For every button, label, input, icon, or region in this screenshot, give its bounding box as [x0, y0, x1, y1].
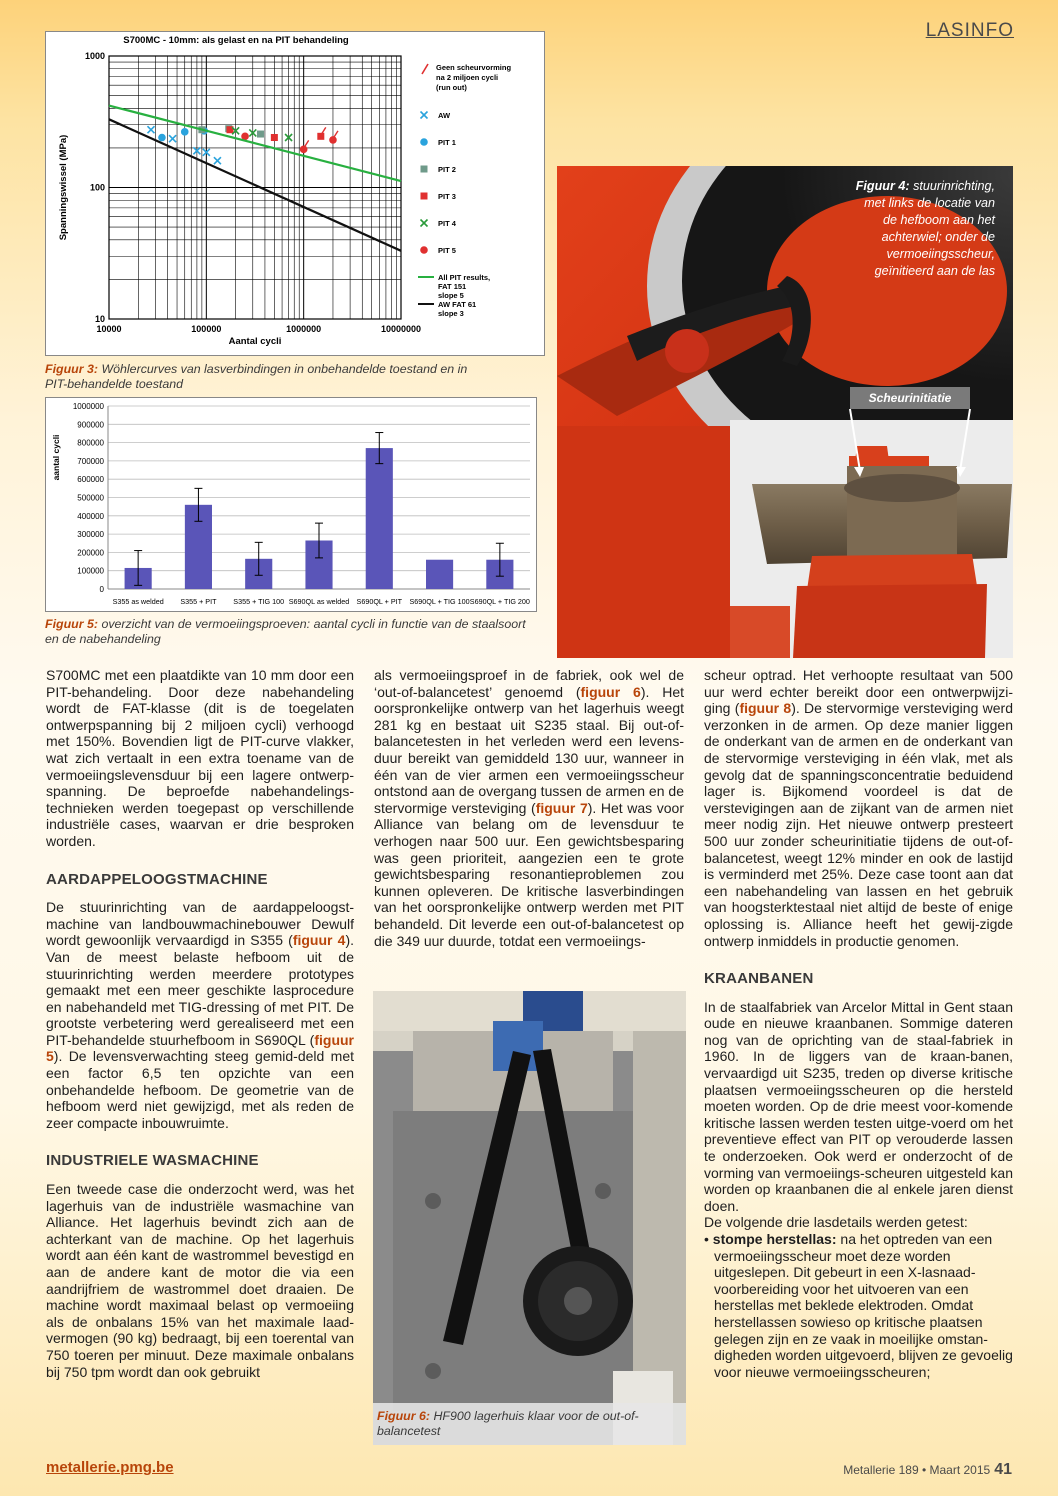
series-6 — [109, 106, 401, 181]
x-tick-label: S690QL as welded — [288, 597, 350, 606]
footer-issue — [843, 1461, 1012, 1479]
bullet-label: stompe herstellas: — [712, 1231, 837, 1247]
data-point — [181, 128, 189, 136]
section-label: LASINFO — [925, 20, 1014, 41]
figure-6-caption-label: Figuur 6: — [377, 1409, 430, 1423]
figure-5-caption — [45, 617, 540, 647]
x-tick-label: S690QL + PIT — [356, 597, 403, 606]
legend-marker — [421, 193, 428, 200]
legend-label: slope 5 — [438, 291, 464, 300]
y-axis-label: aantal cycli — [51, 434, 61, 481]
aardappel-text-a: De stuurinrichting van de aardappeloogst-machine van landbouwmachinebouwer Dewulf wordt gewoonlijk vervaardigd in S355 ( — [46, 899, 354, 949]
legend-label: PIT 1 — [438, 138, 456, 147]
x-axis-label: Aantal cycli — [228, 336, 282, 347]
col2-text-b: ). Het oorspronkelijke ontwerp van het lagerhuis weegt 281 kg en bestaat uit S235 staal. Bij out-of-balancetesten in het verleden werd een levens-duur bereikt van gemiddeld 130 uur, wanneer in één van de vier armen een vermoeiingsscheur ontstond aan de overgang tussen de armen en de stervormige versteviging ( — [374, 683, 684, 816]
text-column-1 — [46, 667, 354, 1380]
list-item: • stompe herstellas: na het optreden van een vermoeiingsscheur moet deze worden uitgeslepen. Dit gebeurt in een X-lasnaad-voorbereiding voor het uitvoeren van een herstellas met beklede elektroden. Omdat herstellassen sowieso op kritische plaatsen gelegen zijn en ze vaak in moeilijke omstan-digheden worden uitgevoerd, blijven ze gevoelig voor nieuwe vermoeiingsscheuren; — [704, 1231, 1013, 1380]
col2-text-c: ). Het was voor Alliance van belang om de levensduur te verhogen naar 500 uur. Een gewichtsbesparing was geen prioriteit, aangezien een te grote gewichtsbesparing resonantieproblemen zou kunnen opleveren. De kritische lasverbindingen van het oorspronkelijke ontwerp werden met PIT behandeld. Dit leverde een out-of-balancetest op die 349 uur duurde, totdat een vermoeiings- — [374, 799, 684, 949]
x-tick-label: 100000 — [191, 324, 222, 334]
heading-aardappeloogstmachine: AARDAPPELOOGSTMACHINE — [46, 870, 268, 888]
y-tick-label: 800000 — [77, 438, 104, 448]
crack-initiation-label: Scheurinitiatie — [850, 387, 970, 409]
legend-label: PIT 4 — [438, 219, 456, 228]
data-point — [257, 131, 264, 138]
y-tick-label: 600000 — [77, 475, 104, 485]
figure-4-caption-label: Figuur 4: — [855, 179, 910, 193]
x-tick-label: 1000000 — [286, 324, 322, 334]
text-column-3 — [704, 667, 1013, 1380]
y-tick-label: 1000 — [84, 51, 105, 61]
figure-4-caption-line-4: achterwiel; onder de — [881, 230, 995, 244]
bar — [426, 560, 453, 589]
figure-4-caption-line-1: stuurinrichting, — [913, 179, 995, 193]
aardappel-text-c: ). De levensverwachting steeg gemid-deld met een factor 6,5 ten opzichte van een onbehandelde hefboom. De geometrie van de hefboom werd niet gewijzigd, met als reden de zeer compacte inbouwruimte. — [46, 1048, 354, 1131]
bar-chart — [46, 398, 536, 611]
figure-4-caption-line-2: met links de locatie van — [864, 196, 995, 210]
legend-label: AW — [438, 111, 451, 120]
legend-marker — [420, 138, 428, 146]
col3-text-a: scheur optrad. Het verhoopte resultaat van 500 uur werd echter bereikt door een ontwerpwijzi-ging ( — [704, 667, 1013, 717]
heading-industriele-wasmachine: INDUSTRIELE WASMACHINE — [46, 1152, 259, 1170]
aardappel-text-b: ). Van de meest belaste hefboom uit de stuurinrichting werden meerdere prototypes gemaakt met een meer geschikte lasprocedure en nabehandeld met TIG-dressing of met PIT. De grootste verbetering werd gerealiseerd met een PIT-behandelde stuurhefboom in S690QL ( — [46, 932, 354, 1048]
legend-run-out-arrow — [422, 64, 428, 74]
figure-3-caption — [45, 362, 475, 392]
figure-4-caption — [765, 178, 995, 280]
figure-4-ref: figuur 4 — [292, 932, 346, 949]
figure-5-caption-label: Figuur 5: — [45, 617, 98, 631]
wasmachine-paragraph: Een tweede case die onderzocht werd, was het lagerhuis van de industriële wasmachine van Alliance. Het lagerhuis bevindt zich aan de achterkant van de machine. Op het lagerhuis wordt aan één kant de wastrommel bevestigd en aan de andere kant de motor die via een aandrijfriem de wastrommel doet draaien. De machine wordt maximaal belast op vermoeiing als de onbalans 15% van het maximale laad-vermogen (90 kg) bedraagt, bij een toerental van 750 toeren per minuut. Deze maximale onbalans bij 750 tpm wordt dan ook gebruikt — [46, 1181, 354, 1380]
text-column-2 — [374, 667, 684, 949]
x-tick-label: S355 as welded — [112, 597, 164, 606]
y-tick-label: 400000 — [77, 511, 104, 521]
y-tick-label: 900000 — [77, 420, 104, 430]
series-line — [109, 119, 401, 251]
figure-3-caption-label: Figuur 3: — [45, 362, 98, 376]
washing-machine-photo-illustration — [373, 991, 686, 1445]
y-tick-label: 700000 — [77, 456, 104, 466]
figure-6-photo — [373, 991, 686, 1445]
figure-8-ref: figuur 8 — [739, 700, 792, 717]
legend-label: PIT 5 — [438, 246, 456, 255]
figure-6-caption — [373, 1403, 686, 1445]
aardappel-paragraph — [46, 899, 354, 1131]
figure-3-chart — [45, 31, 545, 356]
figure-5-chart — [45, 397, 537, 612]
figure-3-caption-text: Wöhlercurves van lasverbindingen in onbehandelde toestand en in PIT-behandelde toestand — [45, 362, 468, 391]
y-tick-label: 500000 — [77, 493, 104, 503]
bar — [366, 448, 393, 589]
legend-annotation-line: (run out) — [436, 83, 467, 92]
col2-text-a: als vermoeiingsproef in de fabriek, ook wel de ‘out-of-balancetest’ genoemd ( — [374, 667, 684, 700]
intro-paragraph: S700MC met een plaatdikte van 10 mm door een PIT-behandeling. Door deze nabehandeling wordt de FAT-klasse (dit is de toegelaten ontwerpspanning bij 2 miljoen cycli) verhoogd met 150%. Bovendien ligt de PIT-curve vlakker, wat zich vertaalt in een extra toename van de vermoeiingslevensduur bij een lagere ontwerp-spanning. De beproefde nabehandelings-technieken werden toegepast op verschillende industriële cases, waarvan er drie besproken worden. — [46, 667, 354, 849]
data-point — [158, 134, 166, 142]
legend-marker — [420, 246, 428, 254]
figure-5-caption-text: overzicht van de vermoeiingsproeven: aantal cycli in functie van de staalsoort en de nabehandeling — [45, 617, 526, 646]
lasdetails-intro: De volgende drie lasdetails werden getest: — [704, 1214, 968, 1231]
figure-4-caption-line-6: geïnitieerd aan de las — [874, 264, 995, 278]
series-7 — [109, 119, 401, 251]
legend-label: All PIT results, — [438, 273, 491, 282]
y-tick-label: 200000 — [77, 548, 104, 558]
legend-annotation-line: Geen scheurvorming — [436, 63, 512, 72]
x-tick-label: 10000 — [96, 324, 122, 334]
figure-4-photo — [557, 166, 1013, 658]
col3-text-b: ). De stervormige versteviging werd verzonken in de armen. Op deze manier liggen de onderkant van de armen en de onderkant van de stervormige versteviging in één vlak, met als gevolg dat de spanningsconcentratie beduidend lager is. Bijkomend voordeel is dat de verstevigingen aan de zijkant van de armen niet meer nodig zijn. Het nieuwe ontwerp presteert 500 uur zonder scheurinitiatie tijdens de out-of-balancetest, weegt 12% minder en ook de lastijd is verminderd met 25%. Deze case toont aan dat een nabehandeling van lassen en het gebruik van hoogsterktestaal niet altijd de beste of enige oplossing is. Alliance heeft het gewij-zigde ontwerp inmiddels in productie genomen. — [704, 700, 1013, 949]
y-axis-label: Spanningswissel (MPa) — [58, 134, 69, 241]
y-tick-label: 100000 — [77, 566, 104, 576]
wasmachine-continued-paragraph — [374, 667, 684, 949]
x-tick-label: S355 + TIG 100 — [233, 597, 285, 606]
y-tick-label: 10 — [94, 314, 105, 324]
figure-4-caption-line-5: vermoeiingsscheur, — [886, 247, 995, 261]
heading-kraanbanen: KRAANBANEN — [704, 970, 814, 988]
data-point — [271, 134, 278, 141]
figure-6-ref: figuur 6 — [580, 683, 641, 700]
bullet-text: na het optreden van een vermoeiingsscheur moet deze worden uitgeslepen. Dit gebeurt in een X-lasnaad-voorbereiding voor het uitvoeren van een herstellas met beklede elektroden. Omdat herstellassen sowieso op kritische plaatsen gelegen zijn en ze vaak in moeilijke omstan-digheden worden uitgevoerd, blijven ze gevoelig voor nieuwe vermoeiingsscheuren; — [714, 1231, 1013, 1380]
woehler-chart — [46, 32, 544, 355]
figure-4-caption-line-3: de hefboom aan het — [882, 213, 995, 227]
figure-7-ref: figuur 7 — [535, 799, 588, 816]
lasdetails-list — [704, 1231, 1013, 1380]
x-tick-label: S690QL + TIG 100 — [409, 597, 470, 606]
y-tick-label: 300000 — [77, 530, 104, 540]
series-line — [109, 106, 401, 181]
legend-annotation-line: na 2 miljoen cycli — [436, 73, 499, 82]
figure-6-caption-text: HF900 lagerhuis klaar voor de out-of-balancetest — [377, 1409, 639, 1438]
y-tick-label: 100 — [89, 182, 105, 193]
chart-title: S700MC - 10mm: als gelast en na PIT behandeling — [123, 35, 349, 46]
y-tick-label: 1000000 — [72, 402, 104, 411]
x-tick-label: S690QL + TIG 200 — [469, 597, 530, 606]
legend-label: PIT 3 — [438, 192, 456, 201]
crack-pointer-arrows — [830, 409, 990, 479]
footer-issue-text: Metallerie 189 • Maart 2015 — [843, 1463, 991, 1477]
col3-paragraph — [704, 667, 1013, 949]
legend-label: PIT 2 — [438, 165, 456, 174]
kraanbanen-paragraph: In de staalfabriek van Arcelor Mittal in Gent staan oude en nieuwe kraanbanen. Sommige dateren nog van de oprichting van de staal-fabriek in 1960. In de liggers van de kraan-banen, vervaardigd uit S235, treden op diverse kritische plaatsen vermoeiingsscheuren op die hersteld moeten worden. Op de drie meest voor-komende kritische lassen werden testen uitge-voerd om het preventieve effect van PIT op verouderde lassen te onderzoeken. Ook werd er onderzocht of de vorming van vermoeiings-scheuren uitgesteld kan worden op kraanbanen die al enkele jaren dienst doen. — [704, 998, 1013, 1214]
y-tick-label: 0 — [99, 585, 104, 594]
legend-label: FAT 151 — [438, 282, 467, 291]
x-tick-label: 10000000 — [380, 324, 422, 334]
figure-5-ref: figuur 5 — [46, 1031, 354, 1065]
legend-label: slope 3 — [438, 309, 464, 318]
legend-label: AW FAT 61 — [438, 300, 477, 309]
footer-site-link[interactable]: metallerie.pmg.be — [46, 1459, 174, 1476]
legend-marker — [421, 166, 428, 173]
page-number: 41 — [994, 1461, 1012, 1478]
x-tick-label: S355 + PIT — [180, 597, 217, 606]
